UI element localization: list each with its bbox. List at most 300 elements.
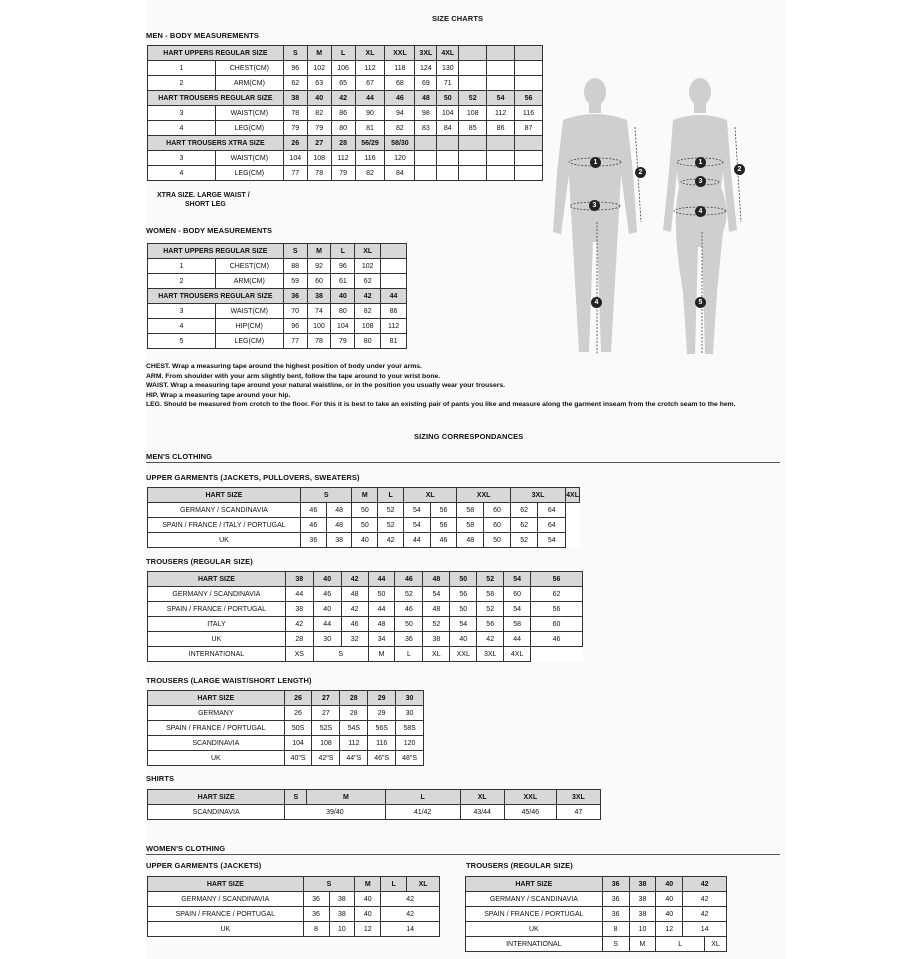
table-cell: 58 — [457, 503, 484, 518]
table-cell: 50 — [395, 617, 423, 632]
men-row — [148, 106, 543, 121]
table-cell: 62 — [531, 587, 583, 602]
trousers-header-row — [148, 572, 583, 587]
table-cell: 44 — [368, 602, 395, 617]
table-cell: 10 — [629, 922, 656, 937]
table-cell: 94 — [385, 106, 415, 121]
table-cell: 104 — [283, 151, 307, 166]
table-cell: 38 — [423, 632, 450, 647]
table-header-cell: 3XL — [556, 790, 600, 805]
table-header-cell: XL — [407, 877, 440, 892]
table-header-cell: 36 — [602, 877, 629, 892]
table-cell: 46 — [395, 602, 423, 617]
table-cell: 3 — [148, 151, 216, 166]
table-cell: 8 — [602, 922, 629, 937]
table-cell — [381, 244, 407, 259]
shirts-header-row — [148, 790, 601, 805]
table-cell: 30 — [313, 632, 341, 647]
table-cell: 32 — [341, 632, 368, 647]
table-header-cell: HART SIZE — [466, 877, 603, 892]
table-cell: 40 — [307, 91, 331, 106]
table-cell — [437, 166, 459, 181]
table-header-cell: 42 — [683, 877, 727, 892]
table-cell: XL — [355, 46, 385, 61]
table-header-cell: L — [385, 790, 460, 805]
table-cell: 80 — [355, 334, 381, 349]
table-cell: 42 — [331, 91, 355, 106]
table-cell — [459, 166, 487, 181]
table-cell: 36 — [602, 907, 629, 922]
trousers-large-title: TROUSERS (LARGE WAIST/SHORT LENGTH) — [146, 676, 312, 685]
table-cell: 100 — [307, 319, 331, 334]
table-header-cell: 4XL — [566, 488, 580, 503]
trousers-row — [148, 602, 583, 617]
table-cell: 3XL — [415, 46, 437, 61]
table-cell — [415, 166, 437, 181]
table-cell: 3 — [148, 304, 216, 319]
shirts-row — [148, 805, 601, 820]
female-label-leg: 5 — [695, 297, 706, 308]
table-cell — [459, 46, 487, 61]
xtra-note-line2: SHORT LEG — [185, 201, 226, 208]
table-cell: 42 — [683, 907, 727, 922]
table-cell: 48 — [341, 587, 368, 602]
table-cell — [381, 274, 407, 289]
table-cell: 46 — [385, 91, 415, 106]
table-cell: 42 — [477, 632, 504, 647]
table-cell: 4XL — [437, 46, 459, 61]
table-cell: 38 — [307, 289, 331, 304]
table-cell: 54 — [404, 518, 431, 533]
table-cell — [515, 136, 543, 151]
table-cell: 108 — [459, 106, 487, 121]
women-trousers-row — [466, 922, 727, 937]
women-trousers-header-row — [466, 877, 727, 892]
table-cell: 5 — [148, 334, 216, 349]
table-header-cell: XL — [404, 488, 457, 503]
table-cell — [515, 76, 543, 91]
table-header-cell: 50 — [450, 572, 477, 587]
table-cell — [415, 151, 437, 166]
table-cell — [515, 151, 543, 166]
upper-garments-table — [147, 487, 580, 548]
table-cell: 108 — [312, 736, 340, 751]
table-cell: 71 — [437, 76, 459, 91]
table-cell: 65 — [331, 76, 355, 91]
table-cell: 116 — [368, 736, 396, 751]
table-cell: 70 — [283, 304, 307, 319]
table-cell: SPAIN / FRANCE / PORTUGAL — [148, 721, 285, 736]
women-trousers-row — [466, 907, 727, 922]
table-cell: 50 — [368, 587, 395, 602]
table-cell: 82 — [355, 304, 381, 319]
table-cell: 48 — [423, 602, 450, 617]
table-cell: 26 — [284, 706, 312, 721]
table-cell: 62 — [510, 518, 538, 533]
table-cell: 12 — [656, 922, 683, 937]
table-cell: UK — [466, 922, 603, 937]
table-cell — [487, 166, 515, 181]
upper-row — [148, 518, 580, 533]
table-cell: CHEST(CM) — [215, 259, 283, 274]
table-cell: 84 — [385, 166, 415, 181]
table-cell: 108 — [355, 319, 381, 334]
table-cell: M — [307, 46, 331, 61]
table-cell: 61 — [331, 274, 355, 289]
upper-row — [148, 533, 580, 548]
table-cell: 40 — [656, 907, 683, 922]
trousers-large-row — [148, 751, 424, 766]
table-cell: ITALY — [148, 617, 286, 632]
table-cell: 38 — [329, 907, 355, 922]
men-row — [148, 61, 543, 76]
table-cell — [381, 259, 407, 274]
table-cell: 52 — [378, 518, 404, 533]
table-cell: 64 — [538, 503, 566, 518]
table-cell: 56 — [430, 503, 457, 518]
table-cell: 112 — [487, 106, 515, 121]
men-measurements-title: MEN - BODY MEASUREMENTS — [146, 31, 260, 40]
table-cell: 38 — [329, 892, 355, 907]
table-cell: L — [395, 647, 423, 662]
women-measurements-title: WOMEN - BODY MEASUREMENTS — [146, 226, 273, 235]
table-cell: 40 — [355, 907, 381, 922]
table-cell: 8 — [303, 922, 329, 937]
table-header-cell: 38 — [629, 877, 656, 892]
table-cell: 54 — [504, 602, 531, 617]
table-cell: 10 — [329, 922, 355, 937]
table-cell: 54 — [487, 91, 515, 106]
table-cell: 59 — [283, 274, 307, 289]
table-cell: 98 — [415, 106, 437, 121]
table-header-cell: XL — [460, 790, 504, 805]
table-cell: GERMANY — [148, 706, 285, 721]
trousers-large-table — [147, 690, 424, 766]
table-cell: 80 — [331, 304, 355, 319]
table-cell: 46 — [313, 587, 341, 602]
table-cell: SCANDINAVIA — [148, 805, 285, 820]
table-cell: 50 — [437, 91, 459, 106]
table-cell: 52S — [312, 721, 340, 736]
trousers-regular-table — [147, 571, 583, 662]
table-cell: 36 — [303, 907, 329, 922]
table-cell: 38 — [629, 892, 656, 907]
table-cell: 104 — [437, 106, 459, 121]
table-cell: 56S — [368, 721, 396, 736]
table-cell: S — [283, 46, 307, 61]
men-section-label: HART TROUSERS XTRA SIZE — [148, 136, 284, 151]
table-cell: 4XL — [504, 647, 531, 662]
table-cell: 112 — [340, 736, 368, 751]
women-upper-row — [148, 892, 440, 907]
women-trousers-table — [465, 876, 727, 952]
table-cell: 28 — [331, 136, 355, 151]
shirts-title: SHIRTS — [146, 774, 175, 783]
table-cell: SCANDINAVIA — [148, 736, 285, 751]
table-cell: 60 — [484, 503, 511, 518]
table-header-cell: HART SIZE — [148, 790, 285, 805]
mens-clothing-rule — [146, 462, 780, 463]
table-cell: 52 — [459, 91, 487, 106]
upper-garments-title: UPPER GARMENTS (JACKETS, PULLOVERS, SWEATERS) — [146, 473, 360, 482]
table-cell: LEG(CM) — [215, 334, 283, 349]
table-cell: 26 — [283, 136, 307, 151]
trousers-large-row — [148, 706, 424, 721]
table-cell: 48 — [368, 617, 395, 632]
table-cell: 1 — [148, 61, 216, 76]
table-cell: 116 — [515, 106, 543, 121]
table-cell: 44 — [313, 617, 341, 632]
table-cell: INTERNATIONAL — [148, 647, 286, 662]
table-header-cell: L — [378, 488, 404, 503]
table-cell: 27 — [312, 706, 340, 721]
table-cell: 67 — [355, 76, 385, 91]
page-title: SIZE CHARTS — [432, 14, 484, 23]
table-cell: 47 — [556, 805, 600, 820]
male-label-waist: 3 — [589, 200, 600, 211]
female-label-waist: 3 — [695, 176, 706, 187]
table-cell: 102 — [355, 259, 381, 274]
table-cell: 42 — [285, 617, 313, 632]
table-cell: 96 — [283, 319, 307, 334]
table-cell: LEG(CM) — [215, 121, 283, 136]
table-cell: 3 — [148, 106, 216, 121]
table-header-cell: 42 — [341, 572, 368, 587]
table-cell: SPAIN / FRANCE / PORTUGAL — [148, 602, 286, 617]
women-upper-table — [147, 876, 440, 937]
table-cell: 4 — [148, 319, 216, 334]
table-cell — [459, 151, 487, 166]
mens-clothing-title: MEN'S CLOTHING — [146, 452, 213, 461]
table-cell: 60 — [504, 587, 531, 602]
trousers-large-row — [148, 736, 424, 751]
table-cell: XXL — [385, 46, 415, 61]
table-cell: 50 — [352, 518, 378, 533]
table-cell: 12 — [355, 922, 381, 937]
table-cell: 87 — [515, 121, 543, 136]
table-cell: GERMANY / SCANDINAVIA — [466, 892, 603, 907]
table-cell: 58 — [457, 518, 484, 533]
table-cell: 36 — [303, 892, 329, 907]
table-header-cell: 54 — [504, 572, 531, 587]
table-cell: 38 — [326, 533, 352, 548]
table-cell: 46 — [341, 617, 368, 632]
table-cell: GERMANY / SCANDINAVIA — [148, 892, 304, 907]
table-cell: 60 — [307, 274, 331, 289]
table-cell: 42"S — [312, 751, 340, 766]
table-cell: CHEST(CM) — [215, 61, 283, 76]
table-cell: 112 — [355, 61, 385, 76]
table-cell — [459, 76, 487, 91]
table-cell: 84 — [437, 121, 459, 136]
table-cell: 44 — [355, 91, 385, 106]
table-cell: 52 — [395, 587, 423, 602]
table-cell: 54 — [404, 503, 431, 518]
xtra-size-note — [157, 191, 250, 209]
table-cell: 90 — [355, 106, 385, 121]
table-header-cell: 52 — [477, 572, 504, 587]
table-header-cell: 38 — [285, 572, 313, 587]
trousers-row — [148, 587, 583, 602]
table-cell: 78 — [307, 166, 331, 181]
body-measurement-figures — [545, 72, 785, 362]
womens-clothing-rule — [146, 854, 780, 855]
table-cell: XL — [423, 647, 450, 662]
note-hip: HIP. Wrap a measuring tape around your hip. — [146, 391, 291, 399]
table-cell: 30 — [396, 706, 424, 721]
trousers-large-row — [148, 721, 424, 736]
table-header-cell: M — [307, 790, 385, 805]
table-cell: 104 — [284, 736, 312, 751]
table-cell: 42 — [378, 533, 404, 548]
table-cell: 62 — [355, 274, 381, 289]
table-cell: 46 — [531, 632, 583, 647]
female-label-arm: 2 — [734, 164, 745, 175]
table-cell: 28 — [285, 632, 313, 647]
table-cell: 48 — [326, 503, 352, 518]
table-cell: 28 — [340, 706, 368, 721]
men-row — [148, 166, 543, 181]
table-cell — [437, 136, 459, 151]
male-label-chest: 1 — [590, 157, 601, 168]
trousers-large-header-row — [148, 691, 424, 706]
women-section-label: HART TROUSERS REGULAR SIZE — [148, 289, 284, 304]
table-cell — [515, 46, 543, 61]
table-cell: S — [602, 937, 629, 952]
men-header-row — [148, 91, 543, 106]
table-cell: 83 — [415, 121, 437, 136]
table-cell: 38 — [629, 907, 656, 922]
table-cell: 63 — [307, 76, 331, 91]
table-cell — [437, 151, 459, 166]
table-header-cell: 46 — [395, 572, 423, 587]
sizing-correspondances-title: SIZING CORRESPONDANCES — [414, 432, 524, 441]
table-cell: 44 — [504, 632, 531, 647]
table-cell: XL — [355, 244, 381, 259]
table-cell — [459, 136, 487, 151]
table-cell: 124 — [415, 61, 437, 76]
table-cell: 46"S — [368, 751, 396, 766]
men-measurements-table — [147, 45, 543, 181]
table-cell: 88 — [283, 259, 307, 274]
table-cell: 52 — [477, 602, 504, 617]
table-cell: 38 — [285, 602, 313, 617]
table-cell: 44 — [404, 533, 431, 548]
table-cell: 112 — [381, 319, 407, 334]
table-header-cell: 3XL — [510, 488, 565, 503]
table-cell: GERMANY / SCANDINAVIA — [148, 503, 301, 518]
men-row — [148, 151, 543, 166]
table-cell: 2 — [148, 76, 216, 91]
table-cell: 79 — [283, 121, 307, 136]
table-cell: 86 — [331, 106, 355, 121]
table-cell: 58/30 — [385, 136, 415, 151]
table-cell: 52 — [378, 503, 404, 518]
women-section-label: HART UPPERS REGULAR SIZE — [148, 244, 284, 259]
table-cell: 48 — [326, 518, 352, 533]
table-header-cell: 29 — [368, 691, 396, 706]
table-cell: 4 — [148, 121, 216, 136]
table-header-cell: M — [355, 877, 381, 892]
table-cell: HIP(CM) — [215, 319, 283, 334]
table-header-cell: S — [303, 877, 355, 892]
table-cell: 50 — [352, 503, 378, 518]
table-cell: 48"S — [396, 751, 424, 766]
women-upper-header-row — [148, 877, 440, 892]
trousers-international-row — [148, 647, 583, 662]
table-cell: UK — [148, 533, 301, 548]
table-cell: ARM(CM) — [215, 76, 283, 91]
shirts-table — [147, 789, 601, 820]
table-cell: 81 — [355, 121, 385, 136]
table-cell: 106 — [331, 61, 355, 76]
table-cell: 102 — [307, 61, 331, 76]
table-cell: 56/29 — [355, 136, 385, 151]
women-trousers-international-row — [466, 937, 727, 952]
table-cell: 42 — [683, 892, 727, 907]
table-header-cell: 30 — [396, 691, 424, 706]
table-cell: 85 — [459, 121, 487, 136]
table-cell: 78 — [307, 334, 331, 349]
table-cell: 44 — [381, 289, 407, 304]
womens-clothing-title: WOMEN'S CLOTHING — [146, 844, 226, 853]
table-cell: 68 — [385, 76, 415, 91]
table-cell: 14 — [683, 922, 727, 937]
table-cell: 54 — [423, 587, 450, 602]
table-cell: 42 — [381, 907, 440, 922]
table-cell: 96 — [283, 61, 307, 76]
table-cell — [487, 61, 515, 76]
table-cell: 64 — [538, 518, 566, 533]
table-header-cell: HART SIZE — [148, 572, 286, 587]
table-cell: 82 — [355, 166, 385, 181]
table-cell: WAIST(CM) — [215, 151, 283, 166]
table-header-cell: HART SIZE — [148, 691, 285, 706]
table-cell: 79 — [331, 166, 355, 181]
female-label-chest: 1 — [695, 157, 706, 168]
table-cell: 43/44 — [460, 805, 504, 820]
note-arm: ARM. From shoulder with your arm slightly bent, follow the tape around to your wrist bone. — [146, 372, 441, 380]
trousers-row — [148, 617, 583, 632]
table-cell: 120 — [385, 151, 415, 166]
upper-header-row — [148, 488, 580, 503]
table-cell: UK — [148, 632, 286, 647]
table-cell: 39/40 — [285, 805, 385, 820]
table-cell: 74 — [307, 304, 331, 319]
table-cell: 77 — [283, 166, 307, 181]
table-cell: 108 — [307, 151, 331, 166]
women-upper-row — [148, 907, 440, 922]
table-cell: SPAIN / FRANCE / ITALY / PORTUGAL — [148, 518, 301, 533]
table-cell: 42 — [355, 289, 381, 304]
trousers-regular-title: TROUSERS (REGULAR SIZE) — [146, 557, 253, 566]
table-cell: S — [313, 647, 368, 662]
men-row — [148, 121, 543, 136]
table-cell: 56 — [515, 91, 543, 106]
table-cell: 40 — [355, 892, 381, 907]
table-header-cell: XXL — [457, 488, 510, 503]
table-cell: 92 — [307, 259, 331, 274]
table-cell: 44 — [285, 587, 313, 602]
table-cell — [515, 166, 543, 181]
table-header-cell: HART SIZE — [148, 488, 301, 503]
men-header-row — [148, 46, 543, 61]
table-cell: 46 — [430, 533, 457, 548]
men-section-label: HART UPPERS REGULAR SIZE — [148, 46, 284, 61]
note-chest: CHEST. Wrap a measuring tape around the highest position of body under your arms. — [146, 363, 422, 370]
table-cell: S — [283, 244, 307, 259]
table-cell: 36 — [283, 289, 307, 304]
